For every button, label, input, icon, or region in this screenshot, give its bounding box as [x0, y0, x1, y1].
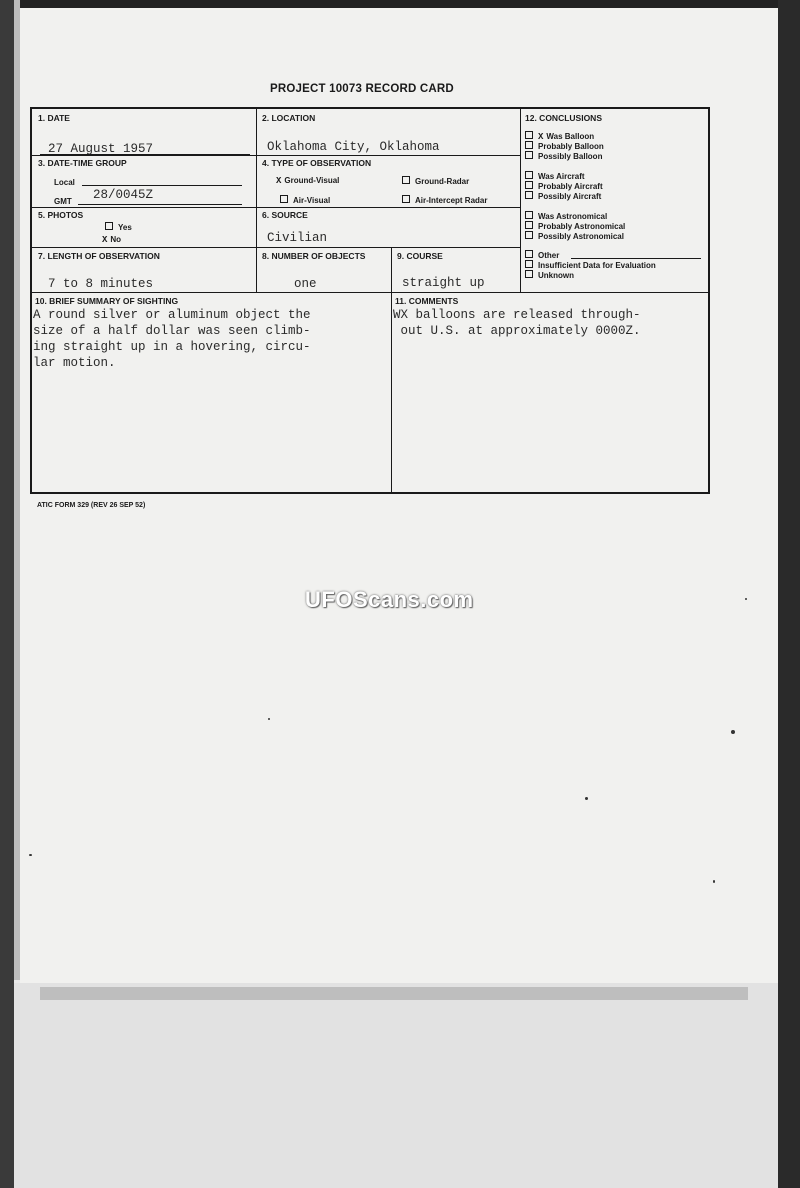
source-value: Civilian — [267, 231, 328, 245]
dtg-local-line — [82, 185, 242, 186]
divider — [520, 109, 521, 293]
conclusion-label: Was Astronomical — [538, 212, 608, 221]
divider — [32, 292, 710, 293]
scan-border-left — [0, 0, 14, 1188]
checked-mark: X — [538, 132, 544, 142]
photos-label: 5. PHOTOS — [38, 210, 84, 220]
conclusion-possibly-balloon[interactable] — [525, 151, 602, 161]
date-value: 27 August 1957 — [48, 142, 154, 156]
conclusion-possibly-aircraft[interactable] — [525, 191, 601, 201]
scan-speck — [745, 598, 747, 600]
course-label: 9. COURSE — [397, 251, 443, 261]
comments-label: 11. COMMENTS — [395, 296, 459, 306]
conclusion-other[interactable] — [525, 250, 559, 260]
divider — [391, 247, 392, 494]
conclusion-label: Possibly Balloon — [538, 152, 603, 161]
checkbox-icon — [525, 231, 533, 239]
conclusion-label: Possibly Astronomical — [538, 232, 624, 241]
checkbox-icon — [402, 195, 410, 203]
conclusion-label: Was Balloon — [546, 132, 595, 141]
photos-no[interactable] — [102, 235, 121, 245]
conclusion-probably-astronomical[interactable] — [525, 221, 625, 231]
obs-air-intercept[interactable] — [402, 195, 487, 205]
obs-ground-visual-label: Ground-Visual — [284, 176, 340, 185]
conclusions-label: 12. CONCLUSIONS — [525, 113, 602, 123]
watermark: UFOScans.com — [305, 587, 474, 612]
location-value: Oklahoma City, Oklahoma — [267, 140, 440, 154]
checkbox-icon — [280, 195, 288, 203]
dtg-gmt-label: GMT — [54, 197, 72, 206]
location-label: 2. LOCATION — [262, 113, 316, 123]
checkbox-icon — [525, 191, 533, 199]
objects-value: one — [294, 277, 317, 291]
date-underline — [40, 154, 250, 155]
obs-air-visual-label: Air-Visual — [293, 196, 331, 205]
scan-speck — [268, 718, 270, 720]
conclusions-list — [525, 109, 710, 289]
obs-air-visual[interactable] — [280, 195, 330, 205]
length-value: 7 to 8 minutes — [48, 277, 154, 291]
date-label: 1. DATE — [38, 113, 70, 123]
checkbox-icon — [525, 221, 533, 229]
checked-mark: X — [276, 176, 282, 186]
checkbox-icon — [525, 181, 533, 189]
obs-ground-radar-label: Ground-Radar — [415, 177, 470, 186]
conclusion-unknown[interactable] — [525, 270, 574, 280]
length-label: 7. LENGTH OF OBSERVATION — [38, 251, 160, 261]
summary-label: 10. BRIEF SUMMARY OF SIGHTING — [35, 296, 179, 306]
conclusion-label: Probably Balloon — [538, 142, 604, 151]
conclusion-was-aircraft[interactable] — [525, 171, 585, 181]
scan-speck — [731, 730, 735, 734]
photos-yes-label: Yes — [118, 223, 132, 232]
scan-border-top — [0, 0, 800, 8]
conclusion-possibly-astronomical[interactable] — [525, 231, 624, 241]
obs-air-intercept-label: Air-Intercept Radar — [415, 196, 488, 205]
conclusion-probably-aircraft[interactable] — [525, 181, 603, 191]
conclusion-label: Probably Astronomical — [538, 222, 626, 231]
dtg-local-label: Local — [54, 178, 75, 187]
checkbox-icon — [402, 176, 410, 184]
conclusion-insufficient-data[interactable] — [525, 260, 656, 270]
comments-text: WX balloons are released through- out U.S. at approximately 0000Z. — [393, 308, 641, 338]
dtg-gmt-line — [78, 204, 242, 205]
conclusion-label: Insufficient Data for Evaluation — [538, 261, 656, 270]
obs-type-label: 4. TYPE OF OBSERVATION — [262, 158, 372, 168]
photos-no-label: No — [110, 235, 122, 244]
conclusion-label: Probably Aircraft — [538, 182, 603, 191]
form-footer: ATIC FORM 329 (REV 26 SEP 52) — [37, 502, 146, 509]
scan-speck — [713, 880, 715, 883]
course-value: straight up — [402, 276, 485, 290]
scan-border-right — [778, 0, 800, 1188]
conclusion-probably-balloon[interactable] — [525, 141, 604, 151]
underlying-page-band — [40, 987, 748, 1000]
scan-speck — [585, 797, 588, 800]
conclusion-label: Unknown — [538, 271, 574, 280]
other-line — [571, 258, 701, 259]
photos-yes[interactable] — [105, 222, 132, 232]
checked-mark: X — [102, 235, 108, 245]
obs-ground-visual[interactable] — [276, 176, 339, 186]
record-card-form — [30, 107, 710, 494]
divider — [32, 207, 520, 208]
underlying-page — [14, 983, 778, 1188]
conclusion-label: Was Aircraft — [538, 172, 585, 181]
checkbox-icon — [525, 260, 533, 268]
summary-text: A round silver or aluminum object the size of a half dollar was seen climb- ing straight up in a hovering, circu- lar motion. — [33, 308, 311, 370]
checkbox-icon — [525, 141, 533, 149]
source-label: 6. SOURCE — [262, 210, 308, 220]
checkbox-icon — [525, 171, 533, 179]
checkbox-icon — [525, 211, 533, 219]
checkbox-icon — [525, 270, 533, 278]
scan-speck — [29, 854, 32, 856]
divider — [256, 109, 257, 293]
card-title: PROJECT 10073 RECORD CARD — [270, 83, 454, 95]
conclusion-label: Possibly Aircraft — [538, 192, 602, 201]
checkbox-icon — [525, 131, 533, 139]
checkbox-icon — [525, 151, 533, 159]
conclusion-label: Other — [538, 251, 560, 260]
checkbox-icon — [525, 250, 533, 258]
conclusion-was-astronomical[interactable] — [525, 211, 607, 221]
objects-label: 8. NUMBER OF OBJECTS — [262, 251, 366, 261]
obs-ground-radar[interactable] — [402, 176, 469, 186]
dtg-gmt-value: 28/0045Z — [93, 188, 154, 202]
divider — [32, 247, 520, 248]
dtg-label: 3. DATE-TIME GROUP — [38, 158, 127, 168]
checkbox-icon — [105, 222, 113, 230]
